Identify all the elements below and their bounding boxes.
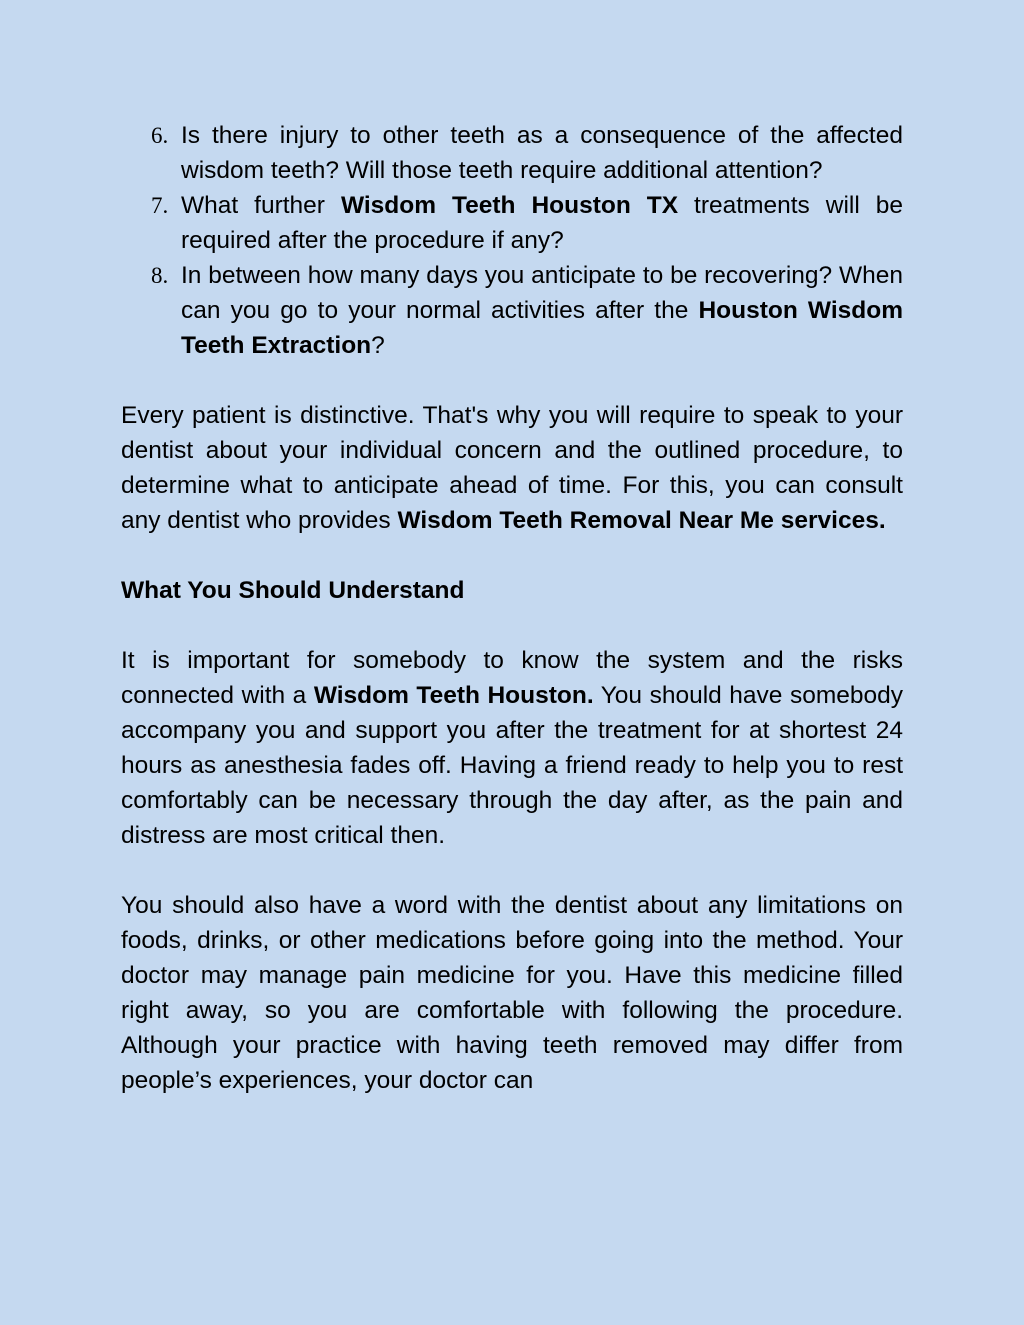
list-item-text: What further [181, 192, 341, 219]
paragraph-text: You should also have a word with the dentist about any limitations on foods, drinks, or other medications before going into the method. Your doctor may manage pain medicine for you. Have this medicine filled right away, so you are comfortable with following the procedure. Although your practice with having teeth removed may differ from people’s experiences, your doctor can [121, 892, 903, 1094]
paragraph-text: Every patient is distinctive. That's why you will require to speak to your dentist about your individual concern and the outlined procedure, to determine what to anticipate ahead of time. For this, you can consult any dentist who provides [121, 402, 903, 534]
list-item-bold-text: Houston Wisdom Teeth Extraction [181, 297, 903, 359]
list-item-text: In between how many days you anticipate to be recovering? When can you go to your normal activities after the [181, 262, 903, 324]
list-item-text: Is there injury to other teeth as a consequence of the affected wisdom teeth? Will those teeth require additional attention? [181, 122, 903, 184]
paragraph-limitations [121, 888, 903, 1098]
paragraph-text: You should have somebody accompany you and support you after the treatment for at shortest 24 hours as anesthesia fades off. Having a friend ready to help you to rest comfortably can be necessary through the day after, as the pain and distress are most critical then. [121, 682, 903, 849]
section-heading: What You Should Understand [121, 577, 465, 604]
document-page [121, 118, 903, 1098]
paragraph-bold-text: Wisdom Teeth Houston. [313, 682, 594, 709]
list-item-text: treatments will be required after the procedure if any? [181, 192, 903, 254]
list-number: 6. [151, 123, 169, 148]
list-item-8 [121, 258, 903, 363]
paragraph-bold-text: Wisdom Teeth Removal Near Me services. [397, 507, 886, 534]
paragraph-text: It is important for somebody to know the system and the risks connected with a [121, 647, 903, 709]
list-item-text: ? [371, 332, 385, 359]
paragraph-every-patient [121, 398, 903, 538]
list-item-bold-text: Wisdom Teeth Houston TX [340, 192, 679, 219]
list-number: 8. [151, 263, 169, 288]
list-item-7 [121, 188, 903, 258]
numbered-list [121, 118, 903, 363]
paragraph-important [121, 643, 903, 853]
list-number: 7. [151, 193, 169, 218]
list-item-6 [121, 118, 903, 188]
